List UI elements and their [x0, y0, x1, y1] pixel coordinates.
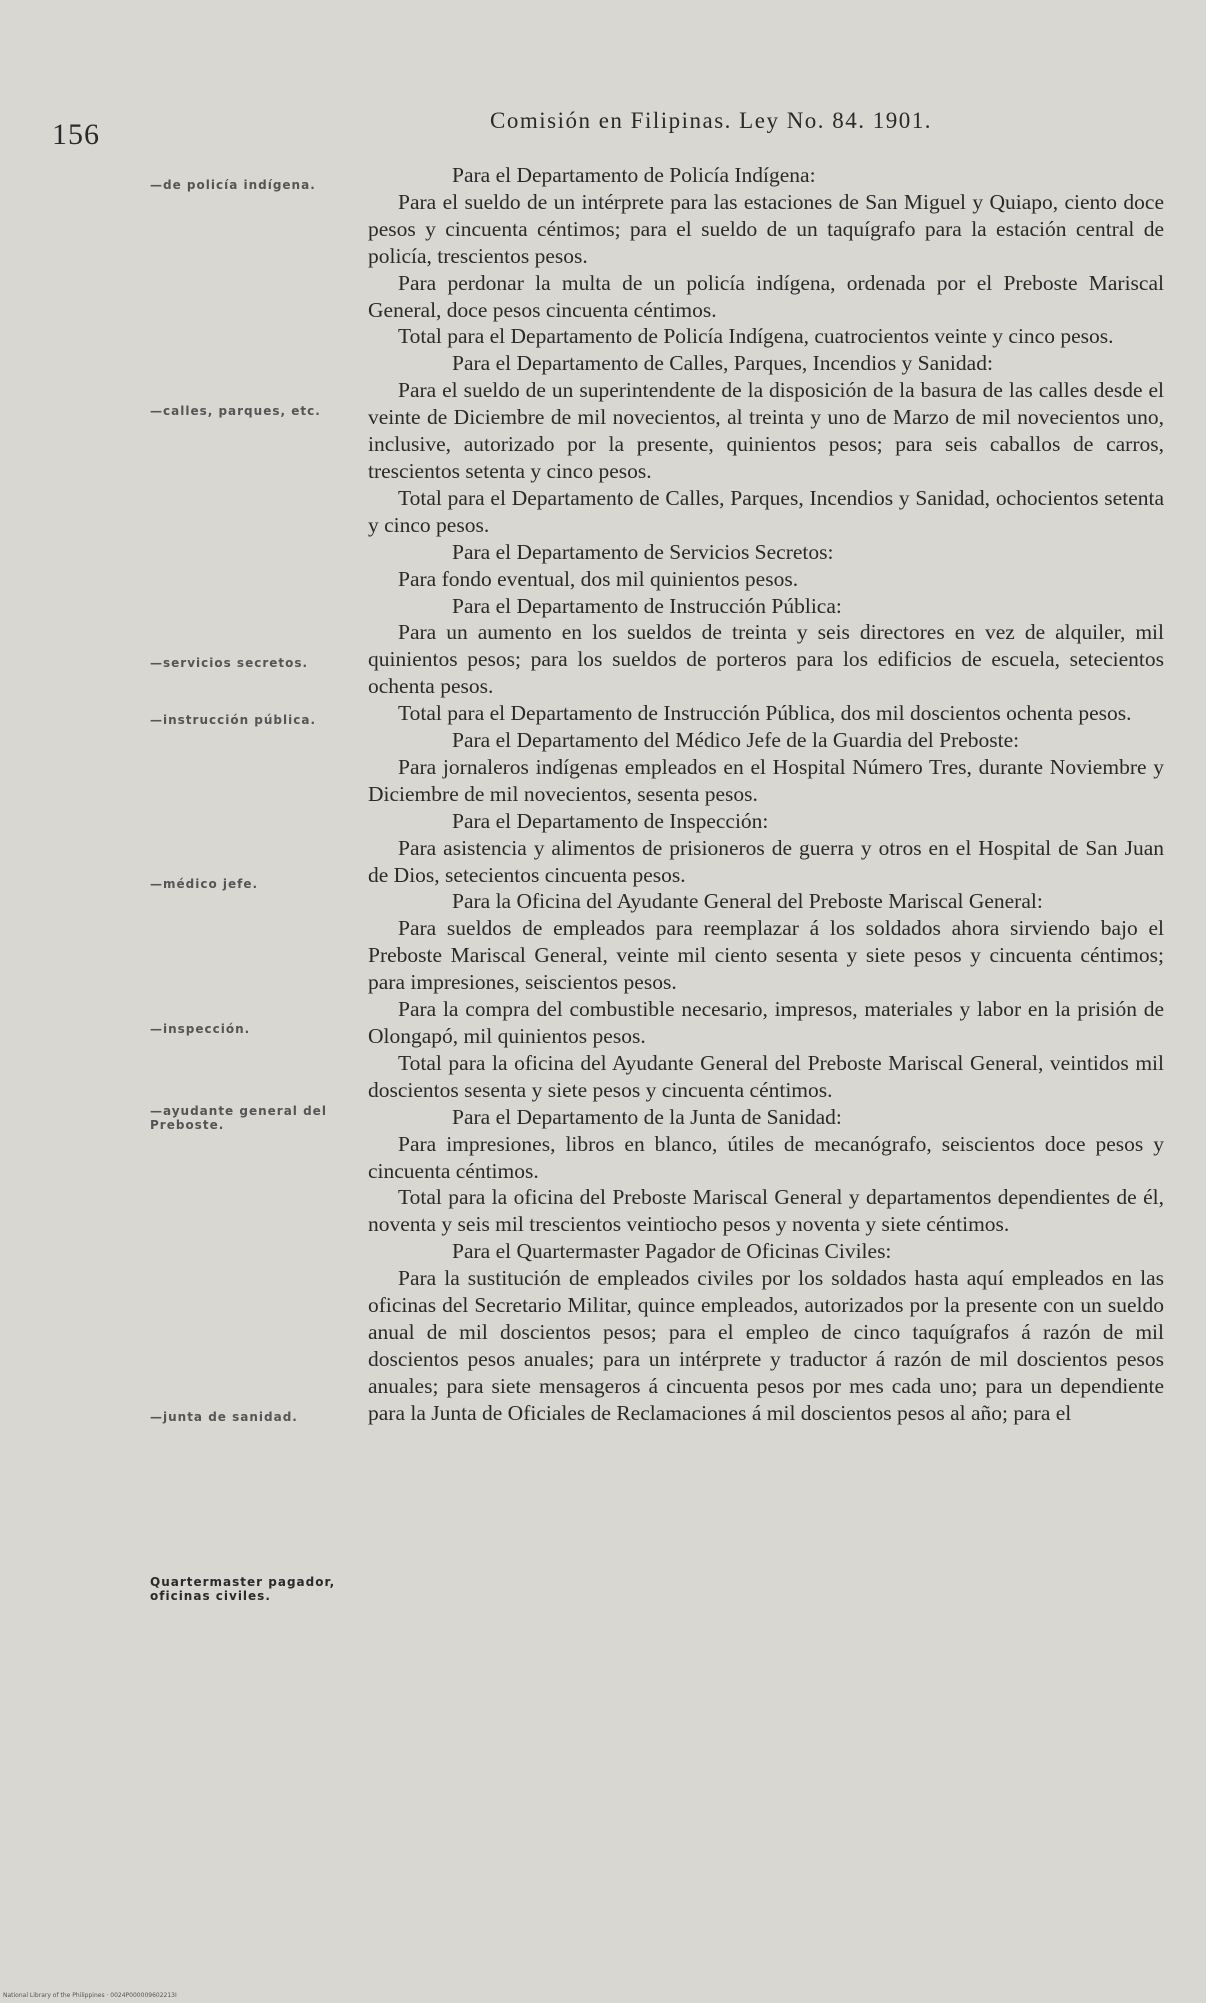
paragraph: Total para el Departamento de Instrucción Pública, dos mil doscientos ochenta pesos.: [398, 701, 1132, 726]
margin-note-policia: —de policía indígena.: [150, 178, 316, 192]
paragraph: Para la Oficina del Ayudante General del Preboste Mariscal General:: [452, 889, 1043, 914]
paragraph: Para el Departamento de la Junta de Sanidad:: [452, 1104, 842, 1129]
margin-note-calles: —calles, parques, etc.: [150, 404, 321, 418]
margin-note-medico: —médico jefe.: [150, 877, 259, 891]
paragraph: Para el Departamento del Médico Jefe de la Guardia del Preboste:: [452, 728, 1020, 753]
paragraph: Para la compra del combustible necesario, impresos, materiales y labor en la prisión de Olongapó, mil quinientos pesos.: [368, 997, 1164, 1048]
paragraph: Para el sueldo de un superintendente de la disposición de la basura de las calles desde el veinte de Diciembre de mil novecientos, al treinta y uno de Marzo de mil novecientos uno, inclusive, autorizado por la presente, quinientos pesos; para seis caballos de carros, trescientos setenta y cinco pesos.: [368, 378, 1164, 483]
paragraph: Para el Departamento de Policía Indígena:: [452, 163, 816, 187]
paragraph: Para impresiones, libros en blanco, útiles de mecanógrafo, seiscientos doce pesos y cincuenta céntimos.: [368, 1131, 1164, 1183]
margin-note-quartermaster: Quartermaster pagador, oficinas civiles.: [150, 1575, 336, 1603]
paragraph: Total para el Departamento de Calles, Parques, Incendios y Sanidad, ochocientos setenta y cinco pesos.: [368, 485, 1164, 537]
paragraph: Total para el Departamento de Policía Indígena, cuatrocientos veinte y cinco pesos.: [398, 324, 1114, 349]
margin-note-inspeccion: —inspección.: [150, 1022, 251, 1036]
margin-note-ayudante: —ayudante general del Preboste.: [150, 1104, 327, 1132]
paragraph: Para sueldos de empleados para reemplazar á los soldados ahora sirviendo bajo el Preboste Mariscal General, veinte mil ciento sesenta y siete pesos y cincuenta céntimos; para impresiones, seiscientos pesos.: [368, 916, 1164, 995]
paragraph: Para el Departamento de Instrucción Pública:: [452, 593, 842, 618]
margin-note-servicios: —servicios secretos.: [150, 656, 309, 670]
paragraph: Para un aumento en los sueldos de treinta y seis directores en vez de alquiler, mil quinientos pesos; para los sueldos de porteros para los edificios de escuela, setecientos ochenta pesos.: [368, 620, 1164, 699]
paragraph: Para la sustitución de empleados civiles por los soldados hasta aquí empleados en las oficinas del Secretario Militar, quince empleados, autorizados por la presente con un sueldo anual de mil doscientos pesos; para el empleo de cinco taquígrafos á razón de mil doscientos pesos anuales; para un intérprete y traductor á razón de mil doscientos pesos anuales; para siete mensageros á cincuenta pesos por mes cada uno; para un dependiente para la Junta de Oficiales de Reclamaciones á mil doscientos pesos al año; para el: [368, 1266, 1164, 1425]
margin-note-junta: —junta de sanidad.: [150, 1410, 298, 1424]
paragraph: Para el sueldo de un intérprete para las estaciones de San Miguel y Quiapo, ciento doce pesos y cincuenta céntimos; para el sueldo de un taquígrafo para la estación central de policía, trescientos pesos.: [368, 189, 1164, 268]
paragraph: Para fondo eventual, dos mil quinientos pesos.: [398, 566, 799, 591]
page-number: 156: [52, 118, 100, 151]
paragraph: Para perdonar la multa de un policía indígena, ordenada por el Preboste Mariscal General, doce pesos cincuenta céntimos.: [368, 270, 1164, 322]
paragraph: Para asistencia y alimentos de prisioneros de guerra y otros en el Hospital de San Juan de Dios, setecientos cincuenta pesos.: [368, 835, 1164, 887]
paragraph: Para el Departamento de Servicios Secretos:: [452, 539, 834, 564]
paragraph: Para jornaleros indígenas empleados en el Hospital Número Tres, durante Noviembre y Diciembre de mil novecientos, sesenta pesos.: [368, 754, 1164, 806]
paragraph: Total para la oficina del Ayudante General del Preboste Mariscal General, veintidos mil doscientos sesenta y siete pesos y cincuenta céntimos.: [368, 1050, 1164, 1102]
body-text: [368, 162, 1164, 1427]
running-header: Comisión en Filipinas. Ley No. 84. 1901.: [490, 108, 933, 133]
paragraph: Para el Departamento de Calles, Parques, Incendios y Sanidad:: [452, 351, 993, 376]
margin-note-instruccion: —instrucción pública.: [150, 713, 317, 727]
paragraph: Total para la oficina del Preboste Mariscal General y departamentos dependientes de él, noventa y seis mil trescientos veintiocho pesos y noventa y siete céntimos.: [368, 1185, 1164, 1237]
paragraph: Para el Departamento de Inspección:: [452, 808, 769, 833]
scan-footer: National Library of the Philippines · 0024P000009602213I: [3, 1992, 177, 1999]
paragraph: Para el Quartermaster Pagador de Oficinas Civiles:: [452, 1239, 892, 1264]
